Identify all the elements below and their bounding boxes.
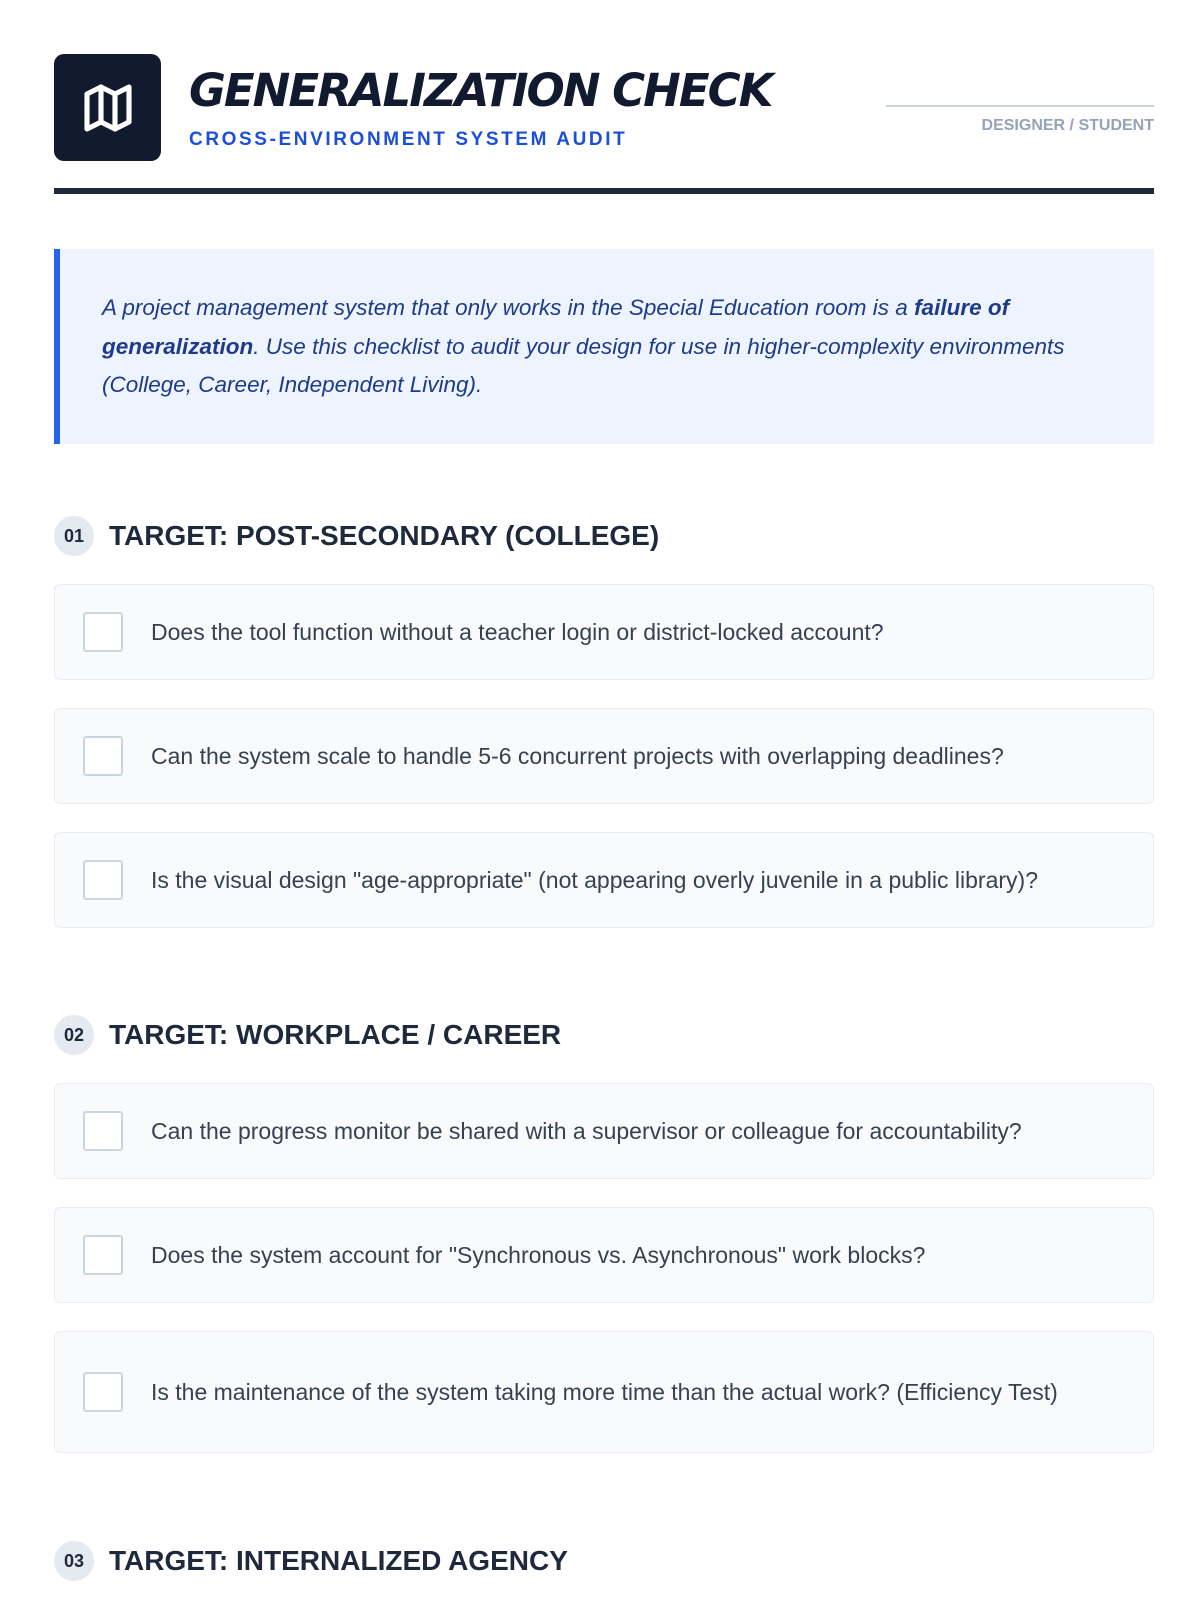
section-number-badge: 01	[54, 516, 94, 556]
checkbox[interactable]	[83, 1372, 123, 1412]
intro-text-start: A project management system that only works in the Special Education room is a	[102, 295, 915, 320]
intro-callout	[54, 249, 1154, 444]
checklist-item-text: Does the tool function without a teacher login or district-locked account?	[151, 619, 884, 645]
checklist-item	[54, 1083, 1154, 1179]
checkbox[interactable]	[83, 736, 123, 776]
section-number-badge: 03	[54, 1541, 94, 1581]
checklist-item-text: Can the progress monitor be shared with a supervisor or colleague for accountability?	[151, 1118, 1022, 1144]
checklist-item	[54, 1331, 1154, 1453]
checklist-item-text: Is the visual design "age-appropriate" (not appearing overly juvenile in a public library)?	[151, 867, 1038, 893]
section-title: TARGET: INTERNALIZED AGENCY	[109, 1545, 568, 1576]
section-header	[54, 1541, 568, 1581]
page-title: GENERALIZATION CHECK	[189, 64, 772, 117]
checklist-page	[54, 0, 1154, 1576]
signature-label: DESIGNER / STUDENT	[981, 117, 1154, 134]
section-header	[54, 516, 659, 556]
header	[54, 0, 1154, 196]
checklist-item	[54, 708, 1154, 804]
intro-text-end: . Use this checklist to audit your design for use in higher-complexity environments (College, Career, Independent Living).	[102, 333, 1065, 397]
section-number-badge: 02	[54, 1015, 94, 1055]
header-divider	[54, 188, 1154, 194]
map-icon	[80, 80, 136, 136]
checklist-item	[54, 832, 1154, 928]
checklist-item-text: Is the maintenance of the system taking more time than the actual work? (Efficiency Test)	[151, 1379, 1058, 1405]
checkbox[interactable]	[83, 1111, 123, 1151]
section-header	[54, 1015, 561, 1055]
page-subtitle: CROSS-ENVIRONMENT SYSTEM AUDIT	[189, 129, 628, 150]
signature-line	[886, 105, 1154, 107]
section-title: TARGET: WORKPLACE / CAREER	[109, 1019, 562, 1050]
checkbox[interactable]	[83, 1235, 123, 1275]
checkbox[interactable]	[83, 860, 123, 900]
logo	[54, 54, 161, 161]
checkbox[interactable]	[83, 612, 123, 652]
checklist-item-text: Can the system scale to handle 5-6 concurrent projects with overlapping deadlines?	[151, 743, 1004, 769]
checklist-item-text: Does the system account for "Synchronous vs. Asynchronous" work blocks?	[151, 1242, 926, 1268]
section-title: TARGET: POST-SECONDARY (COLLEGE)	[109, 520, 660, 551]
intro-emphasis: failure of generalization	[102, 295, 1010, 359]
checklist-item	[54, 1207, 1154, 1303]
checklist-item	[54, 584, 1154, 680]
